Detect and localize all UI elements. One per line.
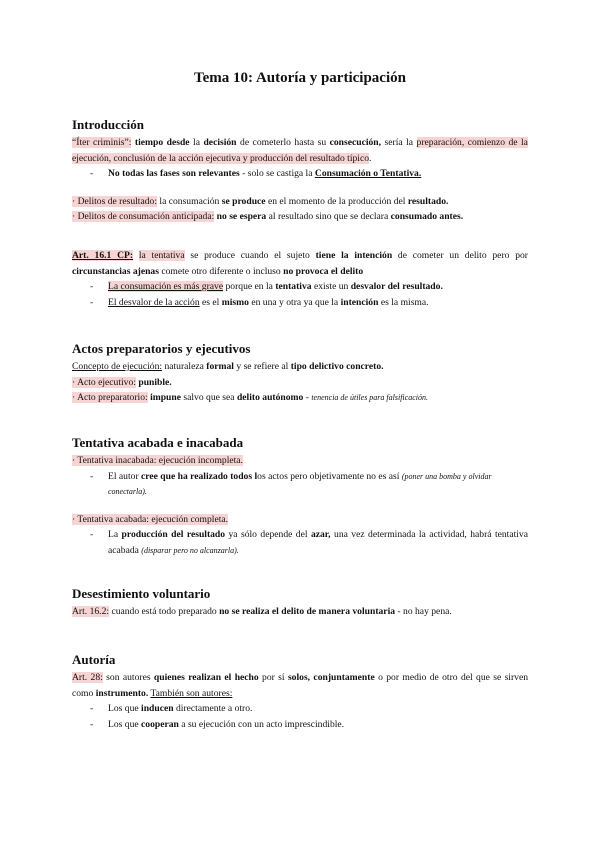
section-desistimiento	[72, 586, 528, 620]
heading-actos: Actos preparatorios y ejecutivos	[72, 341, 251, 356]
heading-autoria: Autoría	[72, 652, 116, 667]
section-tentativa	[72, 435, 528, 558]
heading-introduccion: Introducción	[72, 117, 144, 132]
list-item: - Los que cooperan a su ejecución con un acto imprescindible.	[90, 718, 345, 730]
tentativa-acabada: · Tentativa acabada: ejecución completa.	[72, 513, 229, 525]
art-16-1-paragraph: Art. 16.1 CP: la tentativa se produce cuando el sujeto tiene la intención de cometer un delito pero por circunstancias ajenas comete otro diferente o incluso no provoca el delito	[72, 250, 528, 277]
list-item: - La consumación es más grave porque en la tentativa existe un desvalor del resultado.	[90, 281, 443, 292]
list-item: - El autor cree que ha realizado todos los actos pero objetivamente no es así (poner una bomba y olvidar conectarla).	[90, 470, 492, 496]
delitos-resultado: · Delitos de resultado: la consumación se produce en el momento de la producción del resultado.	[72, 195, 449, 207]
list-item: - Los que inducen directamente a otro.	[90, 703, 253, 714]
section-introduccion	[72, 117, 528, 225]
list-item: - No todas las fases son relevantes - solo se castiga la Consumación o Tentativa.	[90, 168, 422, 179]
page-title: Tema 10: Autoría y participación	[194, 70, 406, 86]
section-art-16-1	[72, 248, 528, 310]
heading-tentativa: Tentativa acabada e inacabada	[72, 435, 244, 450]
list-item: - El desvalor de la acción es el mismo en una y otra ya que la intención es la misma.	[90, 296, 429, 308]
concepto-ejecucion: Concepto de ejecución: naturaleza formal y se refiere al tipo delictivo concreto.	[72, 361, 384, 372]
section-autoria	[72, 652, 528, 732]
tentativa-inacabada: · Tentativa inacabada: ejecución incompleta.	[72, 455, 243, 466]
art-28-paragraph: Art. 28: son autores quienes realizan el hecho por sí solos, conjuntamente o por medio de otro del que se sirven como instrumento. También son autores:	[72, 672, 529, 699]
iter-criminis-paragraph: “Íter criminis”: tiempo desde la decisión de cometerlo hasta su consecución, sería la preparación, comienzo de la ejecución, conclusión de la acción ejecutiva y producción del resultado típico.	[72, 137, 528, 164]
acto-preparatorio: · Acto preparatorio: impune salvo que sea delito autónomo - tenencia de útiles para falsificación.	[72, 392, 428, 403]
heading-desistimiento: Desestimiento voluntario	[72, 586, 211, 601]
acto-ejecutivo: · Acto ejecutivo: punible.	[72, 376, 172, 388]
art-16-2-paragraph: Art. 16.2: cuando está todo preparado no se realiza el delito de manera voluntaria - no hay pena.	[72, 606, 452, 617]
list-item: - La producción del resultado ya sólo depende del azar, una vez determinada la actividad, habrá tentativa acabada (disparar pero no alcanzarla).	[90, 529, 528, 556]
delitos-consumacion-anticipada: · Delitos de consumación anticipada: no se espera al resultado sino que se declara consumado antes.	[72, 211, 464, 222]
section-actos	[72, 341, 528, 406]
